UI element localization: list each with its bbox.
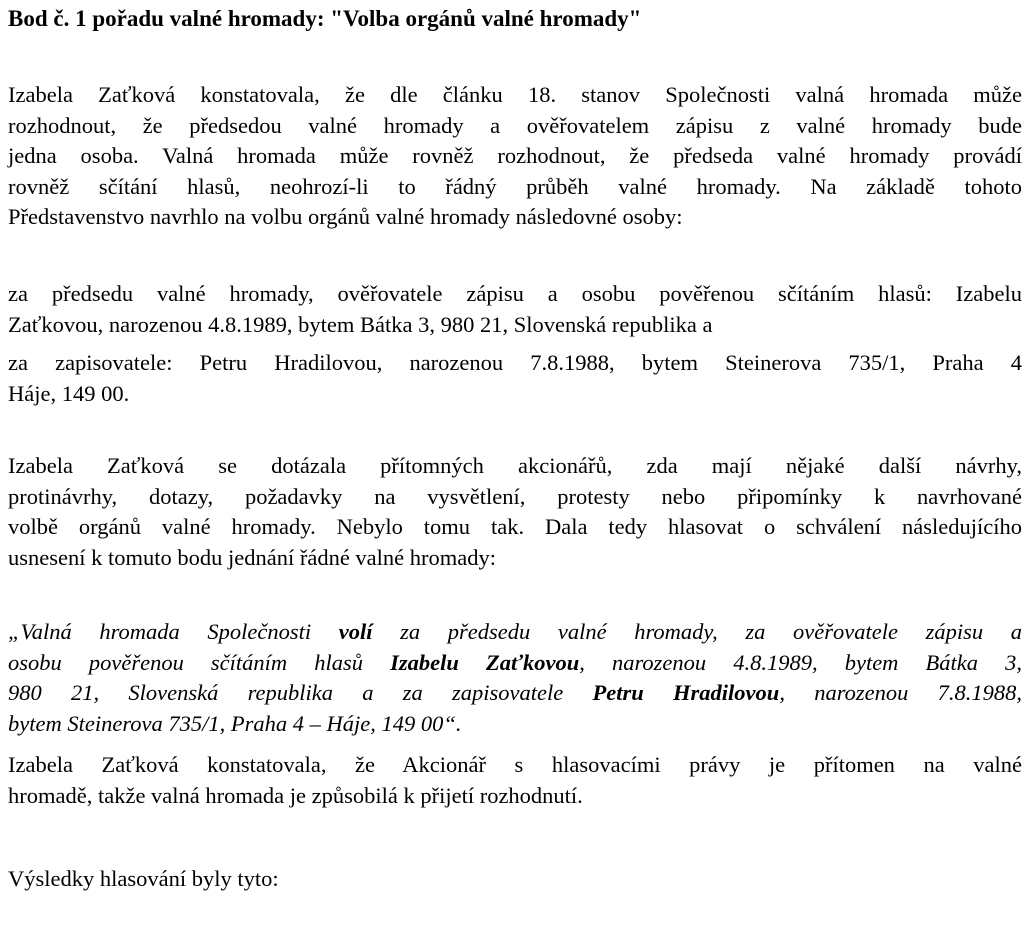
resolution-line — [8, 617, 1022, 648]
resolution-fragment: , narozenou 7.8.1988, — [779, 680, 1022, 705]
resolution-line — [8, 678, 1022, 709]
paragraph-quorum — [8, 750, 1022, 811]
paragraph-article-18 — [8, 80, 1022, 233]
paragraph-questions — [8, 451, 1022, 573]
text-line: Izabela Zaťková konstatovala, že Akcionář s hlasovacími právy je přítomen na valné — [8, 752, 1022, 777]
text-line: volbě orgánů valné hromady. Nebylo tomu tak. Dala tedy hlasovat o schválení následujícího — [8, 514, 1022, 539]
text-line: Představenstvo navrhlo na volbu orgánů valné hromady následovné osoby: — [8, 204, 683, 229]
paragraph-recorder-proposal — [8, 348, 1022, 409]
resolution-name: Petru Hradilovou — [592, 680, 780, 705]
text-line: rozhodnout, že předsedou valné hromady a ověřovatelem zápisu z valné hromady bude — [8, 112, 1022, 138]
resolution-line — [8, 648, 1022, 679]
text-line: za předsedu valné hromady, ověřovatele zápisu a osobu pověřenou sčítáním hlasů: Izabelu — [8, 281, 1022, 306]
resolution-fragment: „Valná hromada Společnosti — [8, 619, 339, 644]
text-line: jedna osoba. Valná hromada může rovněž rozhodnout, že předseda valné hromady provádí — [8, 143, 1022, 168]
text-line: usnesení k tomuto bodu jednání řádné valné hromady: — [8, 544, 497, 570]
paragraph-results-intro — [8, 864, 1022, 895]
text-line: rovněž sčítání hlasů, neohrozí-li to řádný průběh valné hromady. Na základě tohoto — [8, 173, 1022, 199]
text-line: Výsledky hlasování byly tyto: — [8, 866, 279, 891]
text-line: Izabela Zaťková se dotázala přítomných akcionářů, zda mají nějaké další návrhy, — [8, 453, 1022, 478]
resolution-text — [8, 617, 1022, 739]
resolution-keyword: volí — [338, 619, 373, 644]
text-line: Zaťkovou, narozenou 4.8.1989, bytem Bátka 3, 980 21, Slovenská republika a — [8, 311, 713, 337]
text-line: Háje, 149 00. — [8, 380, 130, 406]
resolution-fragment: , narozenou 4.8.1989, bytem Bátka 3, — [579, 649, 1023, 675]
agenda-item-heading: Bod č. 1 pořadu valné hromady: "Volba orgánů valné hromady" — [8, 6, 642, 31]
text-line: hromadě, takže valná hromada je způsobilá k přijetí rozhodnutí. — [8, 782, 583, 808]
resolution-fragment: osobu pověřenou sčítáním hlasů — [8, 649, 391, 675]
text-line: protinávrhy, dotazy, požadavky na vysvětlení, protesty nebo připomínky k navrhované — [8, 483, 1022, 509]
resolution-name: Izabelu Zaťkovou — [390, 649, 580, 675]
resolution-fragment: 980 21, Slovenská republika a za zapisovatele — [8, 680, 593, 705]
text-line: za zapisovatele: Petru Hradilovou, narozenou 7.8.1988, bytem Steinerova 735/1, Praha 4 — [8, 350, 1022, 375]
resolution-fragment: za předsedu valné hromady, za ověřovatele zápisu a — [372, 619, 1023, 644]
paragraph-chair-proposal — [8, 279, 1022, 340]
text-line: Izabela Zaťková konstatovala, že dle článku 18. stanov Společnosti valná hromada může — [8, 82, 1022, 107]
resolution-line: bytem Steinerova 735/1, Praha 4 – Háje, 149 00“. — [8, 710, 462, 736]
